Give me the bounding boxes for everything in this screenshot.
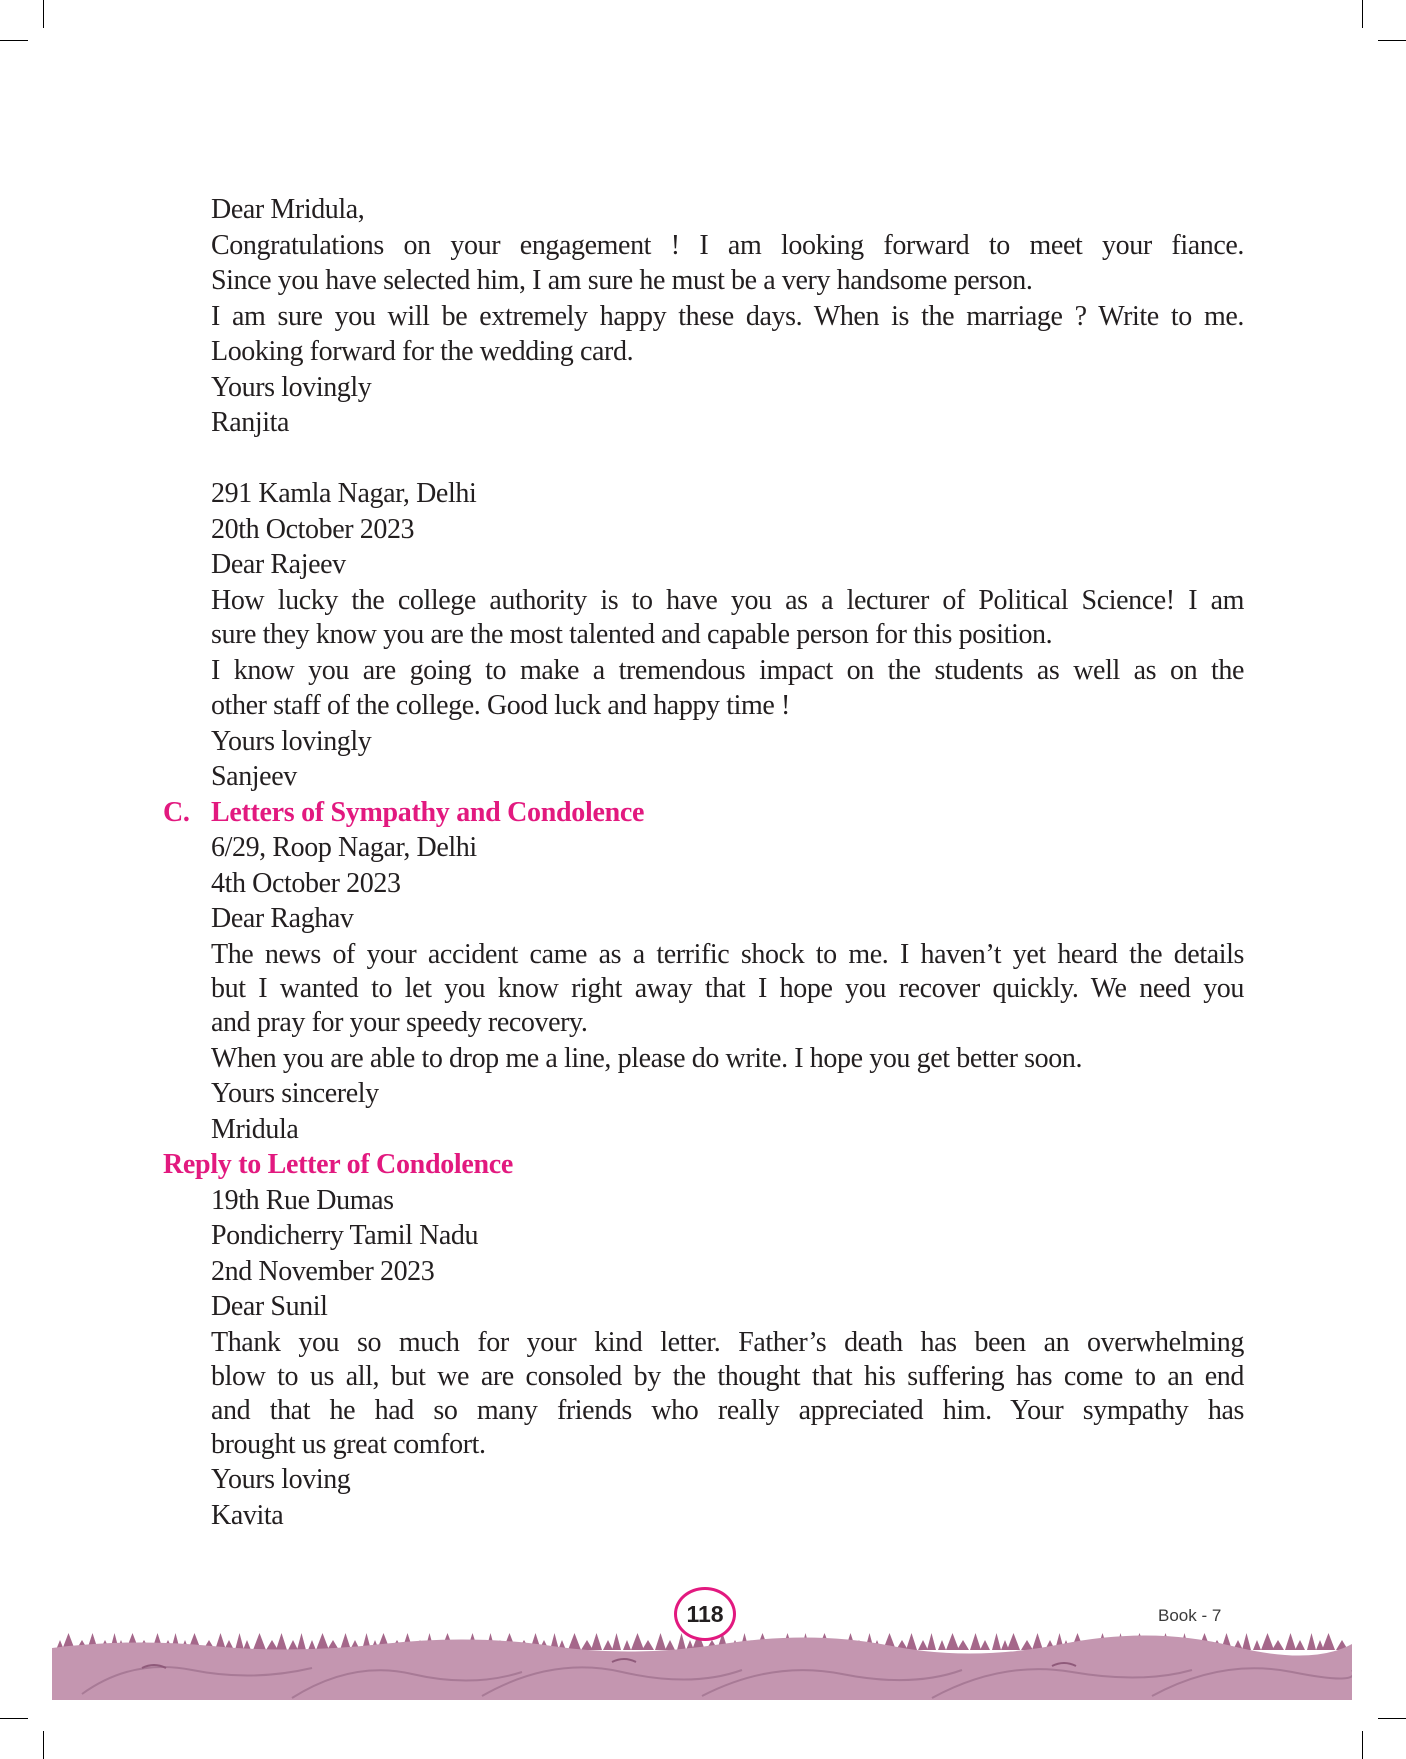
letter3-body-line: and pray for your speedy recovery. xyxy=(211,1007,588,1038)
tree-shape xyxy=(642,1640,654,1650)
section-c-heading xyxy=(163,795,644,830)
tree-shape xyxy=(568,1633,581,1650)
letter2-body-line: sure they know you are the most talented and capable person for this position. xyxy=(211,619,1053,650)
letter4-body-line: brought us great comfort. xyxy=(211,1429,486,1460)
letter1-signature: Ranjita xyxy=(211,407,290,438)
letter2-signature: Sanjeev xyxy=(211,761,297,792)
tree-shape xyxy=(581,1640,593,1650)
crop-mark xyxy=(0,1718,28,1719)
tree-shape xyxy=(677,1633,686,1650)
tree-shape xyxy=(665,1640,675,1650)
letter1-closing: Yours lovingly xyxy=(211,372,372,403)
tree-shape xyxy=(297,1633,306,1650)
crop-mark xyxy=(43,1731,44,1759)
reply-heading: Reply to Letter of Condolence xyxy=(163,1149,514,1180)
tree-shape xyxy=(1032,1633,1043,1650)
letter4-closing: Yours loving xyxy=(211,1464,351,1495)
crop-mark xyxy=(43,0,44,28)
tree-shape xyxy=(1272,1640,1284,1650)
tree-shape xyxy=(938,1640,946,1650)
letter2-body-line: I know you are going to make a tremendous impact on the students as well as on the xyxy=(211,655,1244,686)
letter4-address-line1: 19th Rue Dumas xyxy=(211,1185,394,1216)
tree-shape xyxy=(316,1633,329,1650)
book-label: Book - 7 xyxy=(1158,1606,1222,1625)
letter4-body-line: and that he had so many friends who really appreciated him. Your sympathy has xyxy=(211,1395,1244,1426)
letter2-salutation: Dear Rajeev xyxy=(211,549,346,580)
tree-shape xyxy=(918,1640,928,1650)
letter1-body-line: I am sure you will be extremely happy these days. When is the marriage ? Write to me. xyxy=(211,301,1244,332)
letter1-body-line: Congratulations on your engagement ! I am looking forward to meet your fiance. xyxy=(211,230,1244,261)
tree-shape xyxy=(591,1633,602,1650)
tree-shape xyxy=(623,1640,631,1650)
tree-shape xyxy=(612,1633,621,1650)
letter3-signature: Mridula xyxy=(211,1114,299,1145)
page-number-badge: 118 xyxy=(674,1587,736,1641)
letter4-body-line: blow to us all, but we are consoled by the thought that his suffering has come to an end xyxy=(211,1361,1244,1392)
tree-shape xyxy=(1285,1633,1296,1650)
tree-shape xyxy=(946,1633,959,1650)
tree-shape xyxy=(1021,1640,1033,1650)
crop-mark xyxy=(1362,1731,1363,1759)
tree-shape xyxy=(1295,1640,1305,1650)
tree-shape xyxy=(631,1633,644,1650)
crop-mark xyxy=(1362,0,1363,28)
tree-shape xyxy=(603,1640,613,1650)
letter2-date: 20th October 2023 xyxy=(211,514,415,545)
letter4-date: 2nd November 2023 xyxy=(211,1256,435,1287)
tree-shape xyxy=(1307,1633,1316,1650)
tree-shape xyxy=(1322,1633,1335,1650)
letter1-body-line: Since you have selected him, I am sure he must be a very handsome person. xyxy=(211,265,1033,296)
letter3-date: 4th October 2023 xyxy=(211,868,401,899)
tree-shape xyxy=(276,1633,287,1650)
letter2-closing: Yours lovingly xyxy=(211,726,372,757)
tree-shape xyxy=(992,1633,1001,1650)
section-c-title: Letters of Sympathy and Condolence xyxy=(211,797,645,828)
crop-mark xyxy=(1378,1718,1406,1719)
letter3-salutation: Dear Raghav xyxy=(211,903,354,934)
tree-shape xyxy=(927,1633,936,1650)
letter4-signature: Kavita xyxy=(211,1500,284,1531)
tree-shape xyxy=(1261,1633,1274,1650)
tree-shape xyxy=(906,1633,917,1650)
tree-shape xyxy=(253,1633,266,1650)
letter4-salutation: Dear Sunil xyxy=(211,1291,328,1322)
crop-mark xyxy=(1378,40,1406,41)
section-c-marker: C. xyxy=(163,797,190,828)
letter3-body-line: The news of your accident came as a terrific shock to me. I haven’t yet heard the details xyxy=(211,939,1244,970)
letter2-address: 291 Kamla Nagar, Delhi xyxy=(211,478,477,509)
letter4-address-line2: Pondicherry Tamil Nadu xyxy=(211,1220,479,1251)
tree-shape xyxy=(308,1640,316,1650)
letter2-body-line: other staff of the college. Good luck and happy time ! xyxy=(211,690,790,721)
letter3-address: 6/29, Roop Nagar, Delhi xyxy=(211,832,477,863)
crop-mark xyxy=(0,40,28,41)
letter1-salutation: Dear Mridula, xyxy=(211,194,365,225)
letter3-body-line: When you are able to drop me a line, please do write. I hope you get better soon. xyxy=(211,1043,1083,1074)
tree-shape xyxy=(980,1640,990,1650)
tree-shape xyxy=(1007,1633,1020,1650)
letter3-body-line: but I wanted to let you know right away that I hope you recover quickly. We need you xyxy=(211,973,1244,1004)
tree-shape xyxy=(1242,1633,1251,1650)
letter3-closing: Yours sincerely xyxy=(211,1078,379,1109)
letter1-body-line: Looking forward for the wedding card. xyxy=(211,336,634,367)
tree-shape xyxy=(957,1640,969,1650)
tree-shape xyxy=(288,1640,298,1650)
tree-shape xyxy=(655,1633,666,1650)
letter2-body-line: How lucky the college authority is to have you as a lecturer of Political Science! I am xyxy=(211,585,1244,616)
tree-shape xyxy=(266,1640,278,1650)
tree-shape xyxy=(970,1633,981,1650)
letter4-body-line: Thank you so much for your kind letter. Father’s death has been an overwhelming xyxy=(211,1327,1244,1358)
tree-shape xyxy=(235,1633,244,1650)
tree-shape xyxy=(1253,1640,1261,1650)
